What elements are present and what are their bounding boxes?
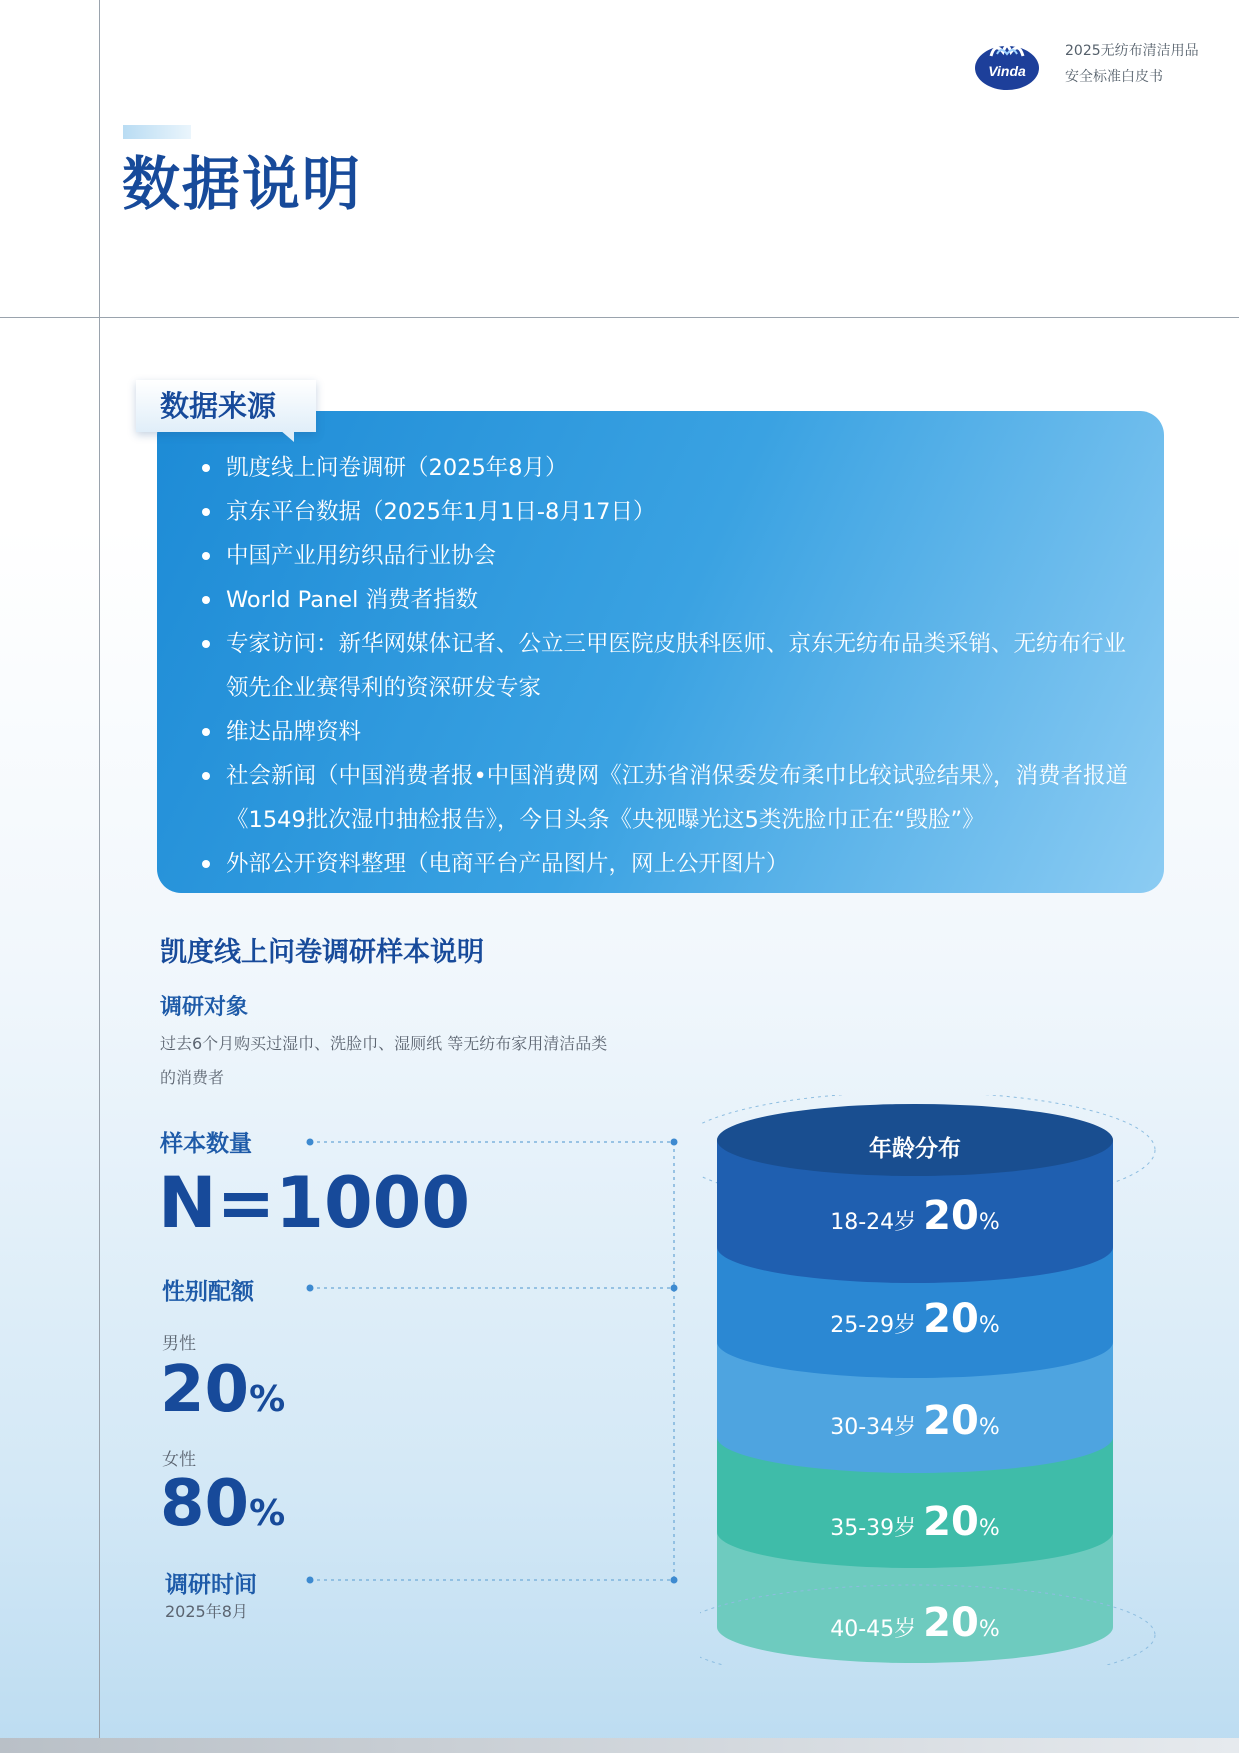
svg-text:Vinda: Vinda [988,63,1026,79]
header-divider [0,317,1239,318]
age-group-label [715,1193,1115,1239]
page-vertical-rule [99,0,100,1753]
list-item: 凯度线上问卷调研（2025年8月） [200,446,1130,490]
list-item: 维达品牌资料 [200,710,1130,754]
age-group-label [715,1296,1115,1342]
percent-sign: % [978,1313,1000,1338]
list-item: 外部公开资料整理（电商平台产品图片，网上公开图片） [200,842,1130,886]
age-group-label [715,1600,1115,1646]
female-percentage [160,1464,285,1554]
percent-sign: % [978,1210,1000,1235]
percent-sign: % [249,1379,286,1420]
list-item: 社会新闻（中国消费者报•中国消费网《江苏省消保委发布柔巾比较试验结果》，消费者报道《1549批次湿巾抽检报告》，今日头条《央视曝光这5类洗脸巾正在“毁脸”》 [200,754,1130,842]
bottom-band [0,1738,1239,1753]
survey-section-title: 凯度线上问卷调研样本说明 [160,937,484,968]
age-percentage-value: 20 [923,1499,979,1545]
age-percentage-value: 20 [923,1398,979,1444]
survey-time-value: 2025年8月 [165,1602,248,1621]
male-label: 男性 [162,1334,196,1354]
list-item: World Panel 消费者指数 [200,578,1130,622]
document-title: 2025无纺布清洁用品安全标准白皮书 [1065,43,1199,85]
age-percentage-value: 20 [923,1193,979,1239]
vinda-logo [973,38,1041,92]
data-source-list [200,446,1130,886]
tag-pointer [280,430,294,442]
sample-size-value: N=1000 [158,1162,471,1244]
age-range: 40-45岁 [830,1617,924,1642]
percent-sign: % [978,1617,1000,1642]
survey-time-label: 调研时间 [165,1572,257,1598]
age-percentage-value: 20 [923,1296,979,1342]
male-percentage [160,1350,285,1440]
age-group-label [715,1398,1115,1444]
gender-quota-label: 性别配额 [162,1279,254,1305]
age-range: 30-34岁 [830,1415,924,1440]
list-item: 专家访问：新华网媒体记者、公立三甲医院皮肤科医师、京东无纺布品类采销、无纺布行业领先企业赛得利的资深研发专家 [200,622,1130,710]
male-value: 20 [160,1353,250,1427]
list-item: 京东平台数据（2025年1月1日-8月17日） [200,490,1130,534]
female-value: 80 [160,1467,250,1541]
age-range: 25-29岁 [830,1313,924,1338]
age-percentage-value: 20 [923,1600,979,1646]
subject-label: 调研对象 [160,995,249,1020]
sample-size-label: 样本数量 [160,1131,252,1157]
age-range: 35-39岁 [830,1516,924,1541]
page-title: 数据说明 [122,150,363,218]
list-item: 中国产业用纺织品行业协会 [200,534,1130,578]
percent-sign: % [978,1415,1000,1440]
title-accent-bar [123,125,191,139]
age-distribution-title: 年龄分布 [869,1136,961,1162]
subject-text: 过去6个月购买过湿巾、洗脸巾、湿厕纸 等无纺布家用清洁品类的消费者 [160,1034,608,1087]
age-range: 18-24岁 [830,1210,924,1235]
age-group-label [715,1499,1115,1545]
percent-sign: % [249,1493,286,1534]
age-distribution-stack [700,1095,1160,1665]
percent-sign: % [978,1516,1000,1541]
data-source-heading: 数据来源 [160,389,277,423]
female-label: 女性 [162,1450,196,1470]
